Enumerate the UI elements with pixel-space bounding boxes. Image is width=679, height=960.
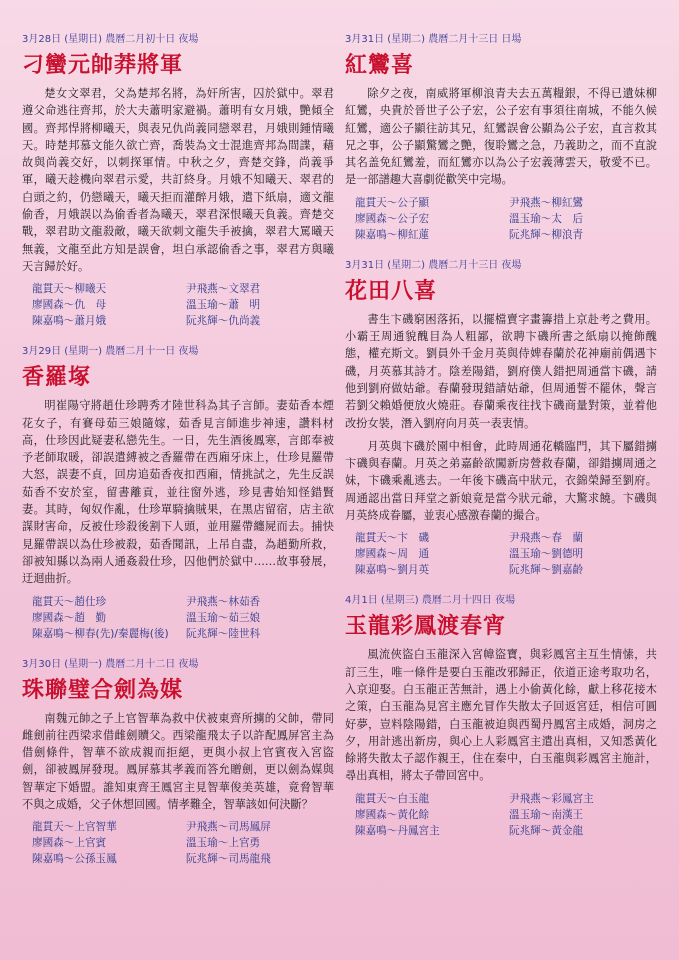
- cast-item: 阮兆輝～柳浪青: [509, 228, 584, 241]
- cast-item: 溫玉瑜～上官勇: [186, 837, 261, 850]
- show-date: 4月1日 (星期三) 農曆二月十四日 夜場: [345, 595, 516, 607]
- cast-item: 溫玉瑜～茹三娘: [186, 611, 261, 624]
- right-column: [345, 30, 657, 846]
- cast-item: 阮兆輝～陸世科: [186, 627, 261, 640]
- left-column: [22, 30, 334, 874]
- cast-item: 溫玉瑜～劉德明: [509, 548, 584, 561]
- show-synopsis: 書生卞磯窮困落拓，以擺檔賣字畫籌措上京赴考之費用。小霸王周通貌醜目為人粗鄙，欲聘卞磯所書之紙扇以掩飾醜態，權充斯文。劉員外千金月英與侍婢春蘭於花神廟前偶遇卞磯，月英慕其詩才。陰差陽錯，劉府僕人錯把周通當卞磯，請他到劉府做姑爺。春蘭發現錯請姑爺，但周通誓不罷休，聲言若劉父賴婚便放火燒莊。春蘭乘夜往找卞磯商量對策，並着他改扮女裝，潛入劉府向月英一表衷情。: [345, 312, 657, 430]
- cast-item: 龍貫天～柳曦天: [32, 283, 107, 296]
- show-synopsis: 楚女文翠君，父為楚邦名將，為奸所害，囚於獄中。翠君遵父命逃往齊邦，於大夫蕭明家避禍。蕭明有女月娥，艷傾全國。齊邦悍將柳曦天，與表兄仇尚義同戀翠君，月娥則鍾情曦天。時楚邦慕文能久欲亡齊，喬裝為文士混進齊邦為間諜，藉故與尚義交好，以刺探軍情。中秋之夕，齊楚交鋒，尚義爭軍，曦天趁機向翠君示愛，共訂終身。月娥不知曦天、翠君的白頭之約，仍戀曦天，曦天拒而灌醉月娥，遣下紙扇，適文龍偷香，月娥誤以為偷香者為曦天，翠君深恨曦天負義。齊楚交戰，翠君助文龍殺敵，曦天欲刺文龍失手被擒，翠君大罵曦天無義，文龍至此方知是誤會，坦白承認偷香之事，翠君方與曦天言歸於好。: [22, 87, 334, 273]
- cast-item: 溫玉瑜～南漢王: [509, 808, 584, 821]
- cast-item: 廖國森～周 通: [355, 548, 430, 561]
- cast-list: [355, 791, 657, 838]
- cast-item: 陳嘉鳴～柳春(先)/秦麗梅(後): [32, 627, 169, 640]
- show-title: 花田八喜: [345, 277, 438, 304]
- cast-item: 阮兆輝～劉嘉齡: [509, 564, 584, 577]
- show-title: 刁蠻元帥莽將軍: [22, 52, 184, 78]
- cast-item: 陳嘉鳴～蕭月娥: [32, 315, 107, 328]
- cast-item: 尹飛燕～彩鳳宮主: [509, 792, 594, 805]
- show-date: 3月31日 (星期二) 農曆二月十三日 日場: [345, 34, 522, 45]
- show-title: 香羅塚: [22, 364, 92, 391]
- show-date: 3月30日 (星期一) 農曆二月十二日 夜場: [22, 658, 199, 670]
- cast-list: [32, 594, 334, 641]
- show-entry: [345, 591, 657, 837]
- show-entry: [22, 342, 334, 640]
- show-entry: [345, 256, 657, 578]
- cast-list: [32, 819, 334, 866]
- cast-item: 尹飛燕～文翠君: [186, 283, 261, 296]
- show-entry: [345, 30, 657, 242]
- cast-item: 廖國森～仇 母: [32, 299, 107, 312]
- cast-item: 廖國森～黃化餘: [355, 808, 430, 821]
- cast-item: 龍貫天～趙仕珍: [32, 595, 107, 608]
- show-synopsis-continued: 月英與卞磯於園中相會，此時周通花轎臨門，其下屬錯擄卞磯與春蘭。月英之弟嘉齡欲闖新房營救春蘭，卻錯擄周通之妹，卞磯乘亂逃去。一年後卞磯高中狀元，衣錦榮歸至劉府。周通認出當日拜堂之新娘竟是當今狀元爺，大驚求饒。卞磯與月英終成眷屬，並衷心感激春蘭的撮合。: [345, 439, 657, 523]
- show-synopsis: 除夕之夜，南威將軍柳浪青夫去五萬糧銀，不得已遺妹柳紅鸞，央貴於晉世子公子宏，公子宏有事須往南城，不能久候紅鸞，適公子顯往訪其兄，紅鸞誤會公顯為公子宏，直言救其兄之事，公子顯驚鸞之艷，復聆鸞之急，乃義助之，而不直說其名盖免紅鸞羞，而紅鸞亦以為公子宏義薄雲天，敬愛不已。是一部譜趣大喜劇從歡笑中完場。: [345, 87, 657, 187]
- cast-item: 阮兆輝～仇尚義: [186, 315, 261, 328]
- cast-item: 陳嘉鳴～劉月英: [355, 564, 430, 577]
- show-title: 玉龍彩鳳渡春宵: [345, 613, 507, 640]
- show-date: 3月29日 (星期一) 農曆二月十一日 夜場: [22, 346, 199, 358]
- cast-item: 溫玉瑜～蕭 明: [186, 299, 261, 312]
- cast-item: 龍貫天～上官智華: [32, 821, 117, 834]
- cast-list: [355, 195, 657, 242]
- show-date: 3月28日 (星期日) 農曆二月初十日 夜場: [22, 34, 199, 45]
- show-entry: [22, 30, 334, 328]
- cast-item: 陳嘉鳴～丹鳳宮主: [355, 824, 440, 837]
- cast-item: 廖國森～公子宏: [355, 212, 430, 225]
- cast-list: [355, 530, 657, 577]
- cast-item: 陳嘉鳴～柳紅蓮: [355, 228, 430, 241]
- cast-list: [32, 281, 334, 328]
- cast-item: 廖國森～趙 勤: [32, 611, 107, 624]
- show-date: 3月31日 (星期二) 農曆二月十三日 夜場: [345, 259, 522, 271]
- cast-item: 尹飛燕～司馬鳳屏: [186, 821, 271, 834]
- cast-item: 廖國森～上官賓: [32, 837, 107, 850]
- cast-item: 尹飛燕～柳紅鸞: [509, 196, 584, 209]
- show-synopsis: 南魏元帥之子上官智華為救中伏被東齊所擄的父帥，帶同雌劍前往西梁求借雌劍贖父。西梁龍飛太子以許配鳳屏宮主為借劍條件，智華不欲成親而拒絕，更與小叔上官賓夜入宮盜劍，卻被鳳屏發現。鳳屏慕其孝義而答允贈劍，更以劍為媒與智華定下婚盟。誰知東齊王鳳宮主見智華俊美英雄，竟脅智華不與之成婚，父子休想回國。情孝難全，智華該如何決斷？: [22, 711, 334, 812]
- cast-item: 阮兆輝～司馬龍飛: [186, 853, 271, 866]
- cast-item: 尹飛燕～林茹香: [186, 595, 261, 608]
- cast-item: 陳嘉鳴～公孫玉鳳: [32, 853, 117, 866]
- cast-item: 尹飛燕～春 蘭: [509, 532, 584, 545]
- cast-item: 龍貫天～卞 磯: [355, 532, 430, 545]
- cast-item: 龍貫天～白玉龍: [355, 792, 430, 805]
- show-title: 紅鸞喜: [345, 52, 415, 78]
- show-synopsis: 風流俠盜白玉龍深入宮幃盜寶，與彩鳳宮主互生情愫，共訂三生，唯一條件是要白玉龍改邪歸正，依道正途考取功名，入京迎娶。白玉龍正苦無計，遇上小偷黃化餘，獻上移花接木之策，白玉龍為見宮主應允冒作失散太子回返宮廷，相信可圓好夢，豈料陰陽錯，白玉龍被迫與西蜀丹鳳宮主成婚，洞房之夕，用計逃出新房，與心上人彩鳳宮主遣出真相，又知悉黃化餘將失散太子認作親王，住在秦中，白玉龍與彩鳳宮主施計，尋出真相，將太子帶回宮中。: [345, 648, 657, 783]
- show-title: 珠聯璧合劍為媒: [22, 676, 184, 703]
- cast-item: 溫玉瑜～太 后: [509, 212, 584, 225]
- cast-item: 龍貫天～公子顯: [355, 196, 430, 209]
- show-entry: [22, 655, 334, 867]
- show-synopsis: 明崔陽守將趙仕珍聘秀才陸世科為其子言師。妻茹香本煙花女子，有賽母茹三娘隨嫁，茹香見言師進步神速，讚料材高，仕珍因此疑妻私戀先生。一日，先生酒後鳳寒，言郎奉被予老師取暖，卻誤遣縛被之香羅帶在西廂牙床上，仕珍見羅帶大怒，誤妻不貞，回房追茹香夜扣西廂，情挑試之，先生反誤茹香不安於室，留書離貢，並往窗外逃，珍見書始知怪錯賢妻。其時，匈奴作亂，仕珍單騎擒賊果，在黑店留宿，店主欲謀財害命，反被仕珍殺後割下人頭，並用羅帶纏屍而去。捕快見羅帶誤以為仕珍被殺，茹香聞訊，上吊自盡，為趙勤所救，卻被知縣以為兩人通姦殺仕珍，囚他們於獄中……故事發展，迂迴曲折。: [22, 399, 334, 586]
- cast-item: 阮兆輝～黃金龍: [509, 824, 584, 837]
